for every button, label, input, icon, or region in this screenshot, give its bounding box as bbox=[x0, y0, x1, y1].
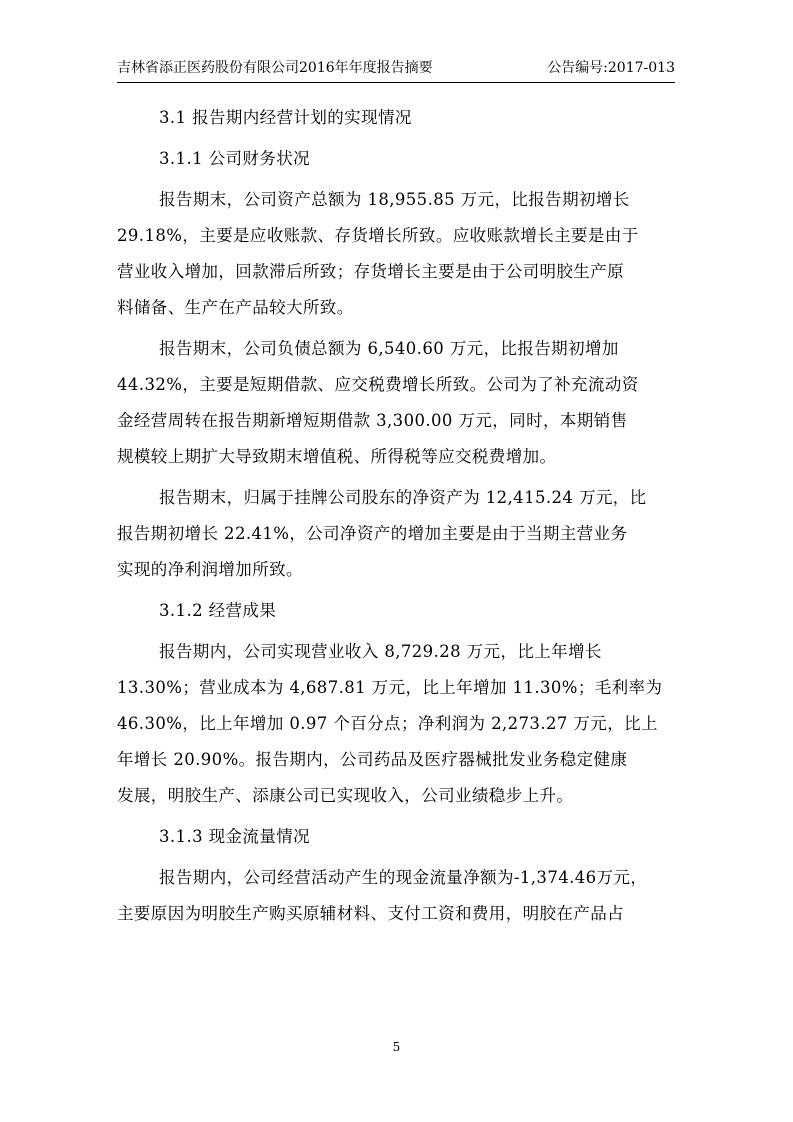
paragraph-line: 年增长 20.90%。报告期内，公司药品及医疗器械批发业务稳定健康 bbox=[117, 750, 628, 769]
paragraph-line: 报告期末，归属于挂牌公司股东的净资产为 12,415.24 万元，比 bbox=[159, 488, 647, 507]
paragraph-line: 料储备、生产在产品较大所致。 bbox=[117, 298, 354, 317]
paragraph-line: 主要原因为明胶生产购买原辅材料、支付工资和费用，明胶在产品占 bbox=[117, 904, 624, 923]
paragraph-line: 44.32%，主要是短期借款、应交税费增长所致。公司为了补充流动资 bbox=[117, 375, 639, 394]
section-3-1-2-title: 3.1.2 经营成果 bbox=[159, 601, 277, 620]
paragraph-line: 营业收入增加，回款滞后所致；存货增长主要是由于公司明胶生产原 bbox=[117, 262, 624, 281]
paragraph-operating-results bbox=[117, 634, 675, 814]
paragraph-total-assets bbox=[117, 182, 675, 326]
paragraph-cash-flow bbox=[117, 860, 675, 932]
paragraph-line: 报告期内，公司经营活动产生的现金流量净额为-1,374.46万元， bbox=[159, 868, 648, 887]
paragraph-net-assets bbox=[117, 480, 675, 588]
paragraph-line: 13.30%；营业成本为 4,687.81 万元，比上年增加 11.30%；毛利率为 bbox=[117, 678, 663, 697]
paragraph-total-liabilities bbox=[117, 331, 675, 475]
announcement-number: 公告编号:2017-013 bbox=[547, 60, 675, 76]
paragraph-line: 发展，明胶生产、添康公司已实现收入，公司业绩稳步上升。 bbox=[117, 786, 574, 805]
paragraph-line: 规模较上期扩大导致期末增值税、所得税等应交税费增加。 bbox=[117, 447, 557, 466]
paragraph-line: 报告期末，公司资产总额为 18,955.85 万元，比报告期初增长 bbox=[159, 190, 630, 209]
report-title: 吉林省添正医药股份有限公司2016年年度报告摘要 bbox=[117, 60, 433, 76]
paragraph-line: 报告期初增长 22.41%，公司净资产的增加主要是由于当期主营业务 bbox=[117, 524, 628, 543]
paragraph-line: 29.18%，主要是应收账款、存货增长所致。应收账款增长主要是由于 bbox=[117, 226, 639, 245]
paragraph-line: 金经营周转在报告期新增短期借款 3,300.00 万元，同时，本期销售 bbox=[117, 411, 628, 430]
paragraph-line: 报告期末，公司负债总额为 6,540.60 万元，比报告期初增加 bbox=[159, 339, 619, 358]
paragraph-line: 报告期内，公司实现营业收入 8,729.28 万元，比上年增长 bbox=[159, 642, 602, 661]
paragraph-line: 46.30%，比上年增加 0.97 个百分点；净利润为 2,273.27 万元，比上 bbox=[117, 714, 658, 733]
section-3-1-3-title: 3.1.3 现金流量情况 bbox=[159, 827, 311, 846]
section-3-1-1-title: 3.1.1 公司财务状况 bbox=[159, 149, 311, 168]
page-number: 5 bbox=[392, 1040, 401, 1054]
paragraph-line: 实现的净利润增加所致。 bbox=[117, 560, 303, 579]
section-3-1-title: 3.1 报告期内经营计划的实现情况 bbox=[159, 108, 412, 127]
page-body bbox=[117, 100, 675, 932]
page-header bbox=[117, 58, 675, 83]
